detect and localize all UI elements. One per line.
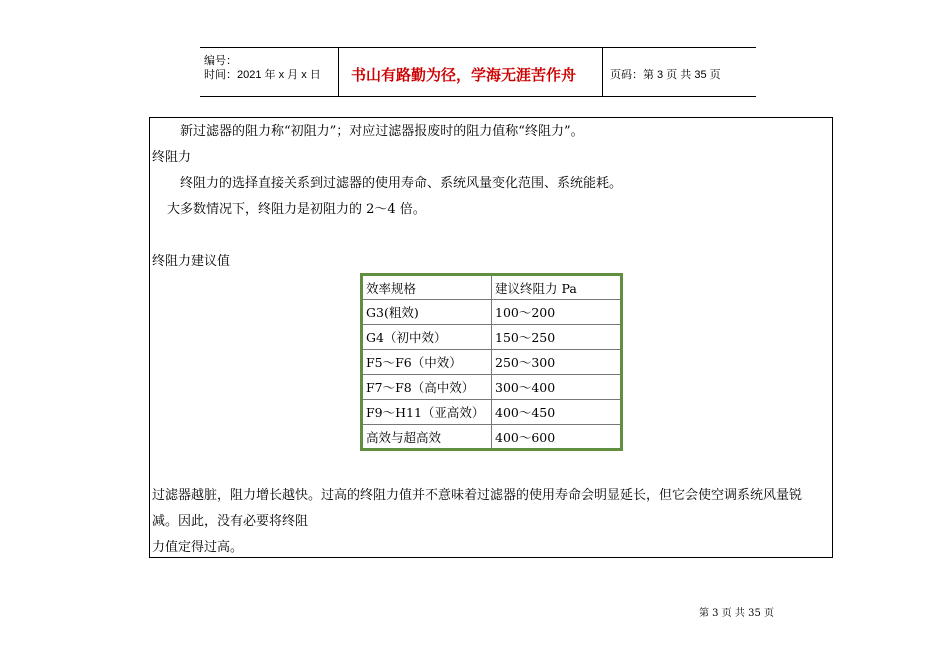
paragraph-dirty-filter-line2: 减。因此，没有必要将终阻 xyxy=(152,514,309,529)
table-cell: 300～400 xyxy=(492,375,622,400)
table-row xyxy=(362,300,622,325)
header-time-label: 时间：2021 年 x 月 x 日 xyxy=(204,69,321,81)
table-cell: 400～450 xyxy=(492,400,622,425)
table-cell: G3(粗效) xyxy=(362,300,492,325)
table-header-cell: 效率规格 xyxy=(362,275,492,300)
paragraph-ratio: 大多数情况下，终阻力是初阻力的 2～4 倍。 xyxy=(167,202,426,217)
header-number-label: 编号： xyxy=(204,55,237,67)
table-cell: 400～600 xyxy=(492,425,622,450)
header-divider-left xyxy=(338,47,339,96)
table-row xyxy=(362,400,622,425)
header-bottom-border xyxy=(200,96,756,97)
table-cell: F5～F6（中效） xyxy=(362,350,492,375)
table-cell: F7～F8（高中效） xyxy=(362,375,492,400)
heading-recommended-values: 终阻力建议值 xyxy=(152,254,231,269)
table-cell: 250～300 xyxy=(492,350,622,375)
table-cell: 150～250 xyxy=(492,325,622,350)
table-row xyxy=(362,350,622,375)
paragraph-selection-impact: 终阻力的选择直接关系到过滤器的使用寿命、系统风量变化范围、系统能耗。 xyxy=(180,176,623,191)
table-cell: 高效与超高效 xyxy=(362,425,492,450)
table-cell: 100～200 xyxy=(492,300,622,325)
header-top-border xyxy=(200,47,756,48)
header-motto: 书山有路勤为径，学海无涯苦作舟 xyxy=(351,66,577,84)
table-row xyxy=(362,375,622,400)
table-cell: F9～H11（亚高效） xyxy=(362,400,492,425)
heading-final-resistance: 终阻力 xyxy=(152,150,192,165)
table-header-row xyxy=(362,275,622,300)
header-divider-right xyxy=(602,47,603,96)
footer-page-info: 第 3 页 共 35 页 xyxy=(699,608,774,619)
table-cell: G4（初中效） xyxy=(362,325,492,350)
resistance-table xyxy=(360,273,623,451)
table-row xyxy=(362,425,622,450)
paragraph-initial-final-resistance: 新过滤器的阻力称“初阻力”；对应过滤器报废时的阻力值称“终阻力”。 xyxy=(180,124,584,139)
table-header-cell: 建议终阻力 Pa xyxy=(492,275,622,300)
table-row xyxy=(362,325,622,350)
paragraph-dirty-filter-line3: 力值定得过高。 xyxy=(152,540,244,555)
paragraph-dirty-filter-line1: 过滤器越脏，阻力增长越快。过高的终阻力值并不意味着过滤器的使用寿命会明显延长，但它会使空调系统风量锐 xyxy=(152,488,803,503)
header-page-code: 页码：第 3 页 共 35 页 xyxy=(610,69,721,81)
